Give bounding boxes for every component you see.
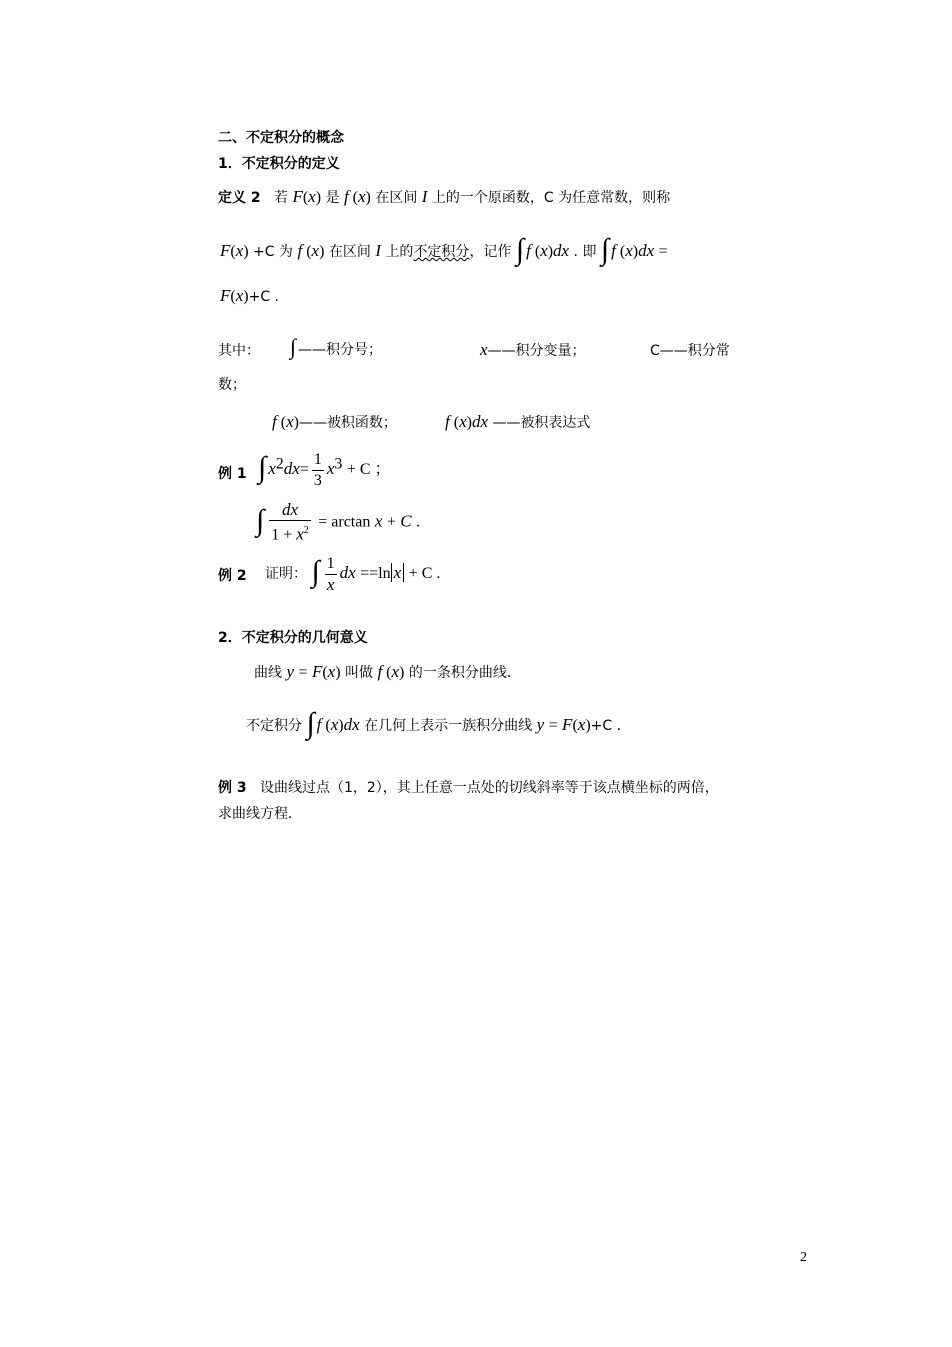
example1-eq1: ∫ $x^2dx=$ $\frac{1}{3}$ $x^3 + C$ ； [258, 450, 391, 489]
expression-desc: f (x)dx ——被积表达式 [445, 412, 591, 431]
example3-line-1: 例 3 设曲线过点（1，2），其上任意一点处的切线斜率等于该点横坐标的两倍， [218, 780, 719, 796]
indefinite-integral-term: 不定积分 [413, 244, 470, 260]
constant-desc-cont: 数； [218, 377, 246, 393]
variable-desc: x——积分变量； [480, 340, 586, 359]
integrand-desc: f (x)——被积函数； [272, 412, 397, 431]
subsection-title: 1．不定积分的定义 [218, 156, 340, 172]
example2-eq: 证明： ∫ $\frac{1}{x}$ dx ==ln x + C . [265, 554, 441, 594]
example1-eq2: ∫ $\frac{dx}{1 + x^2}$ = arctan x + C . [256, 500, 421, 544]
example2-label: 例 2 [218, 568, 247, 584]
integral-sign-desc: ∫ ——积分号； [290, 334, 383, 359]
definition-line-2: F(x) +C 为 f (x) 在区间 I 上的不定积分，记作 ∫ f (x)dx . 即 ∫ f (x)dx = [220, 233, 668, 266]
constant-desc: C——积分常 [650, 343, 730, 359]
example3-line-2: 求曲线方程． [218, 806, 302, 822]
page-number: 2 [800, 1250, 807, 1265]
definition-line-3: F(x)+C . [220, 286, 279, 305]
section-title: 二、不定积分的概念 [218, 130, 344, 146]
where-label: 其中： [218, 343, 260, 359]
example1-label: 例 1 [218, 466, 247, 482]
subsection-title: 2．不定积分的几何意义 [218, 630, 368, 646]
geometry-line-2: 不定积分 ∫ f (x)dx 在几何上表示一族积分曲线 y = F(x)+C . [246, 707, 622, 740]
definition-line-1: 定义 2 若 F(x) 是 f (x) 在区间 I 上的一个原函数，C 为任意常数，则称 [218, 187, 671, 206]
example3-label: 例 3 [218, 780, 247, 796]
geometry-line-1: 曲线 y = F(x) 叫做 f (x) 的一条积分曲线． [254, 662, 521, 681]
definition-label: 定义 2 [218, 190, 261, 206]
